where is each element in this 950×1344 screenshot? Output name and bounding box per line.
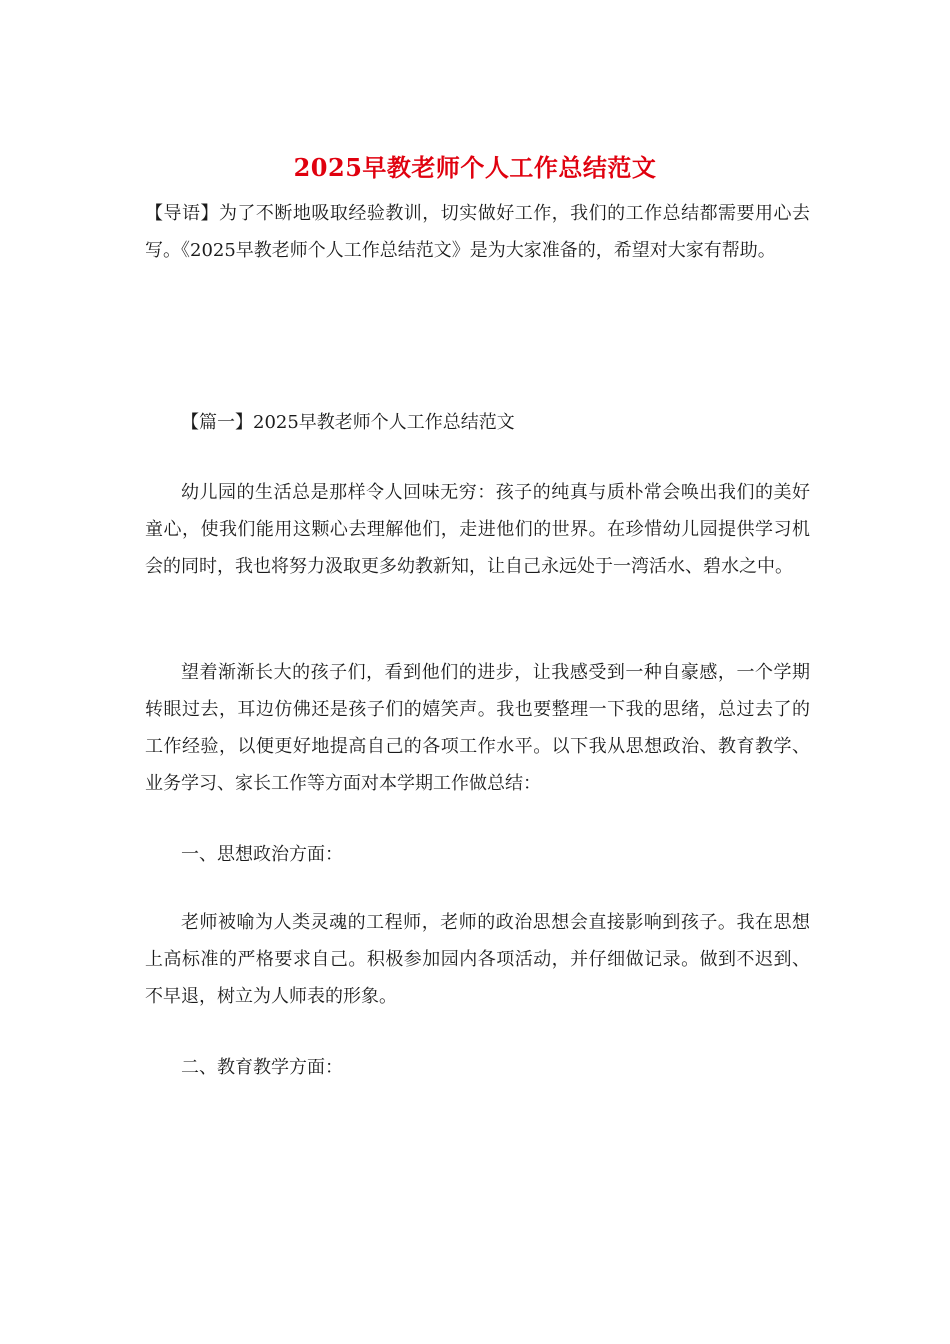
- lead-paragraph: 【导语】为了不断地吸取经验教训，切实做好工作，我们的工作总结都需要用心去写。《2025早教老师个人工作总结范文》是为大家准备的，希望对大家有帮助。: [145, 203, 810, 261]
- section-heading: 【篇一】2025早教老师个人工作总结范文: [181, 412, 515, 433]
- subheading-teaching: 二、教育教学方面：: [181, 1057, 343, 1078]
- body-paragraph-3: 老师被喻为人类灵魂的工程师，老师的政治思想会直接影响到孩子。我在思想上高标准的严格要求自己。积极参加园内各项活动，并仔细做记录。做到不迟到、不早退，树立为人师表的形象。: [145, 912, 810, 1007]
- document-title: 2025早教老师个人工作总结范文: [293, 153, 657, 182]
- body-paragraph-1: 幼儿园的生活总是那样令人回味无穷：孩子的纯真与质朴常会唤出我们的美好童心，使我们能用这颗心去理解他们，走进他们的世界。在珍惜幼儿园提供学习机会的同时，我也将努力汲取更多幼教新知，让自己永远处于一湾活水、碧水之中。: [145, 482, 810, 577]
- subheading-politics: 一、思想政治方面：: [181, 844, 343, 865]
- body-paragraph-2: 望着渐渐长大的孩子们，看到他们的进步，让我感受到一种自豪感，一个学期转眼过去，耳边仿佛还是孩子们的嬉笑声。我也要整理一下我的思绪，总过去了的工作经验，以便更好地提高自己的各项工作水平。以下我从思想政治、教育教学、业务学习、家长工作等方面对本学期工作做总结：: [145, 662, 810, 794]
